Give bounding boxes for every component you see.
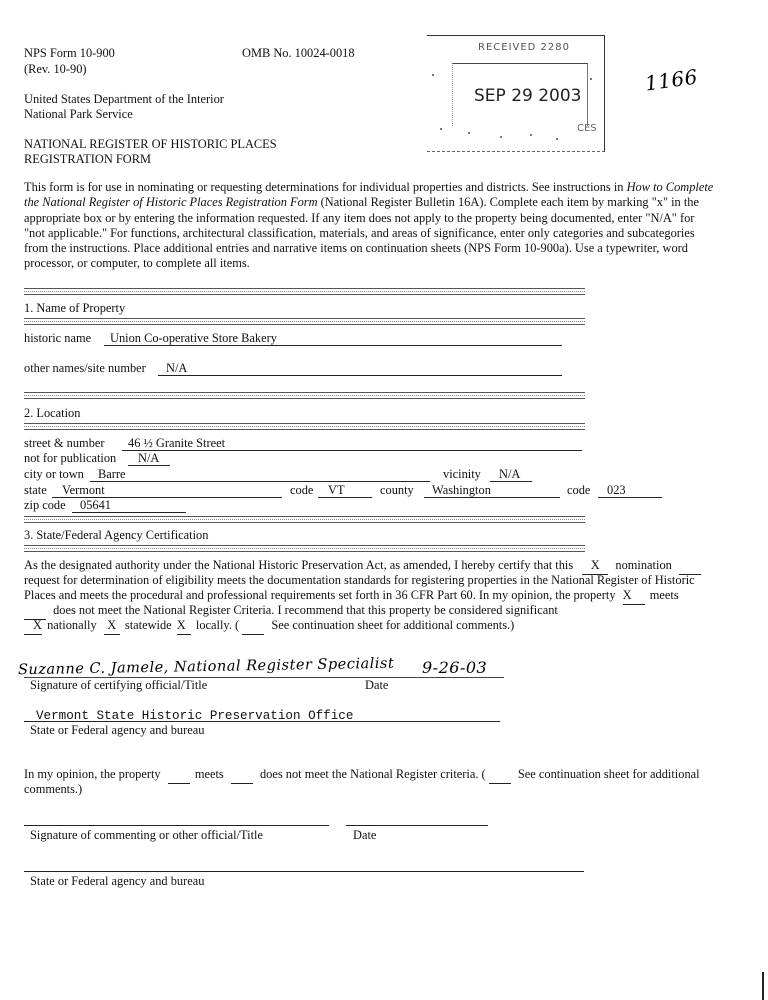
department-name: United States Department of the Interior [24, 92, 224, 106]
locally-label: locally. ( [195, 618, 240, 632]
opinion-meets-label: meets [194, 767, 224, 781]
historic-name-line [104, 345, 562, 346]
street-number-label: street & number [24, 436, 105, 450]
nomination-label: nomination [615, 558, 672, 572]
not-for-publication-label: not for publication [24, 451, 117, 465]
continuation-sheet-checkbox[interactable] [242, 618, 264, 635]
service-name: National Park Service [24, 107, 133, 121]
meets-label: meets [649, 588, 679, 602]
stamp-speck [530, 134, 532, 136]
omb-number: OMB No. 10024-0018 [242, 46, 355, 60]
statewide-checkbox[interactable]: X [104, 618, 120, 635]
continuation-label: See continuation sheet for additional comments.) [271, 618, 515, 632]
form-revision: (Rev. 10-90) [24, 62, 87, 76]
certification-text-3: Places and meets the procedural and professional requirements set forth in 36 CFR Part 60. In my opinion, the property [24, 588, 616, 602]
nomination-checkbox[interactable]: X [582, 558, 608, 575]
opinion-text: In my opinion, the property [24, 767, 161, 781]
city-value[interactable]: Barre [98, 467, 126, 481]
instructions-text-part2: (National Register Bulletin 16A). Complete each item by marking "x" in the appropriate box or by entering the information requested. If any item does not apply to the property being documented, enter "N/A" for "not applicable." For functions, architectural classification, materials, and areas of significance, enter only categories and subcategories from the instructions. Place additional entries and narrative items on continuation sheets (NPS Form 10-900a). Use a typewriter, word processor, or computer, to complete all items. [24, 195, 699, 271]
commenting-date-label: Date [353, 828, 377, 842]
scan-edge-mark [762, 972, 764, 1000]
agency-value[interactable]: Vermont State Historic Preservation Office [36, 709, 354, 723]
section-1-heading: 1. Name of Property [24, 301, 126, 315]
opinion-line-2: comments.) [24, 782, 83, 796]
certifying-signature[interactable]: Suzanne C. Jamele, National Register Specialist [17, 655, 395, 679]
instructions-bulletin-title: How to Complete the National Register of Historic Places Registration Form [24, 180, 714, 210]
opinion-continuation-label: See continuation sheet for additional [517, 767, 700, 781]
section-2-heading: 2. Location [24, 406, 81, 420]
stamp-speck [590, 78, 592, 80]
agency-line-2[interactable] [24, 871, 584, 872]
county-label: county [380, 483, 414, 497]
received-stamp-faded-text: CES [577, 123, 597, 134]
section-divider [24, 392, 585, 399]
instructions-paragraph [24, 180, 714, 272]
instructions-text-part1: This form is for use in nominating or requesting determinations for individual properties and districts. See instructions in [24, 180, 627, 194]
state-code-value[interactable]: VT [328, 483, 345, 497]
statewide-label: statewide [124, 618, 172, 632]
not-for-publication-value[interactable]: N/A [138, 451, 160, 465]
county-value[interactable]: Washington [432, 483, 491, 497]
state-label: state [24, 483, 47, 497]
state-code-line [318, 497, 372, 498]
section-3-heading: 3. State/Federal Agency Certification [24, 528, 209, 542]
city-label: city or town [24, 467, 84, 481]
certifying-date-label: Date [365, 678, 389, 692]
section-divider [24, 318, 585, 325]
certifying-signature-label: Signature of certifying official/Title [30, 678, 208, 692]
opinion-does-not-meet-checkbox[interactable] [231, 767, 253, 784]
other-names-line [158, 375, 562, 376]
program-name: NATIONAL REGISTER OF HISTORIC PLACES [24, 137, 277, 151]
stamp-speck [440, 128, 442, 130]
commenting-signature-label: Signature of commenting or other official/Title [30, 828, 263, 842]
stamp-speck [500, 136, 502, 138]
county-code-value[interactable]: 023 [607, 483, 626, 497]
other-names-label: other names/site number [24, 361, 146, 375]
zip-code-label: zip code [24, 498, 66, 512]
opinion-line-1 [24, 767, 700, 784]
form-number: NPS Form 10-900 [24, 46, 115, 60]
state-value[interactable]: Vermont [62, 483, 105, 497]
vicinity-line [490, 481, 532, 482]
county-code-label: code [567, 483, 591, 497]
form-title: REGISTRATION FORM [24, 152, 152, 166]
commenting-signature-line[interactable] [24, 825, 329, 826]
state-code-label: code [290, 483, 314, 497]
historic-name-label: historic name [24, 331, 92, 345]
county-code-line [598, 497, 662, 498]
certification-text-4: does not meet the National Register Criteria. I recommend that this property be considered significant [53, 603, 558, 617]
section-divider [24, 288, 585, 295]
locally-checkbox[interactable]: X [177, 618, 191, 635]
not-for-publication-line [128, 465, 170, 466]
stamp-speck [432, 74, 434, 76]
agency-line [24, 721, 500, 722]
opinion-text-2: does not meet the National Register criteria. ( [259, 767, 486, 781]
certifying-signature-date[interactable]: 9-26-03 [422, 658, 488, 677]
meets-checkbox[interactable]: X [623, 588, 645, 605]
significance-line [24, 618, 514, 635]
nationally-checkbox[interactable]: X [24, 618, 42, 635]
received-stamp-date: SEP 29 2003 [474, 86, 582, 106]
agency-label-2: State or Federal agency and bureau [30, 874, 205, 888]
received-stamp-text: RECEIVED 2280 [478, 42, 571, 53]
opinion-continuation-checkbox[interactable] [489, 767, 511, 784]
other-names-value[interactable]: N/A [166, 361, 188, 375]
zip-code-value[interactable]: 05641 [80, 498, 111, 512]
handwritten-reference-number: 1166 [643, 64, 700, 96]
section-divider [24, 545, 585, 552]
section-divider [24, 423, 585, 430]
certification-text: As the designated authority under the National Historic Preservation Act, as amended, I hereby certify that this [24, 558, 574, 572]
county-line [424, 497, 560, 498]
street-number-line [122, 450, 582, 451]
historic-name-value[interactable]: Union Co-operative Store Bakery [110, 331, 277, 345]
opinion-meets-checkbox[interactable] [168, 767, 190, 784]
city-line [90, 481, 430, 482]
nationally-label: nationally [47, 618, 97, 632]
stamp-speck [468, 132, 470, 134]
certification-line-2: request for determination of eligibility meets the documentation standards for registering properties in the National Register of Historic [24, 573, 695, 587]
stamp-speck [556, 138, 558, 140]
street-number-value[interactable]: 46 ½ Granite Street [128, 436, 226, 450]
section-divider [24, 516, 585, 523]
agency-label: State or Federal agency and bureau [30, 723, 205, 737]
zip-code-line [72, 512, 186, 513]
vicinity-label: vicinity [443, 467, 481, 481]
vicinity-value[interactable]: N/A [499, 467, 521, 481]
commenting-date-line[interactable] [346, 825, 488, 826]
